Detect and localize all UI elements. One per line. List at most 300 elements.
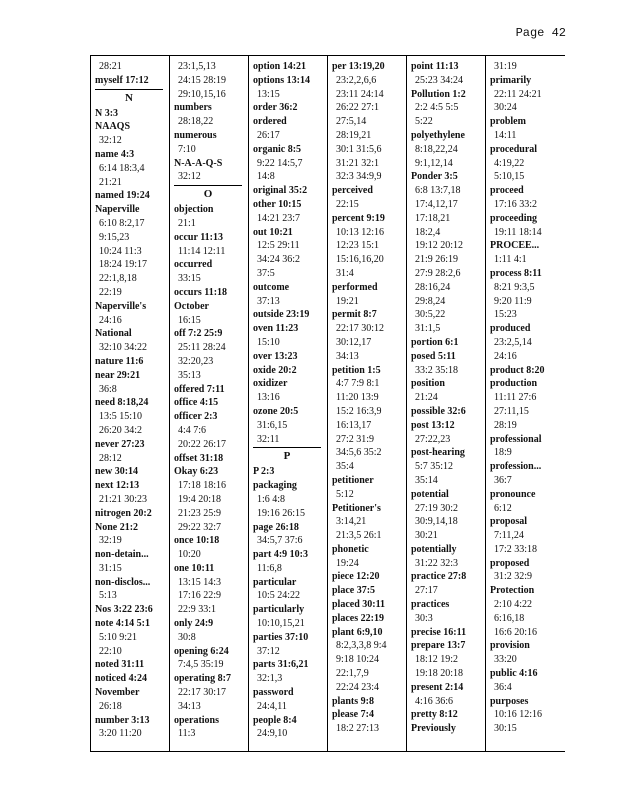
- index-entry: NAAQS: [95, 121, 131, 133]
- index-reference: 17:2 33:18: [494, 543, 538, 555]
- index-entry: noticed 4:24: [95, 673, 147, 685]
- index-reference: 19:24: [336, 557, 359, 569]
- index-reference: 35:4: [336, 461, 354, 473]
- index-column-4: [327, 56, 406, 751]
- index-reference: 5:12: [336, 488, 354, 500]
- index-entry: practice 27:8: [411, 571, 467, 583]
- index-entry: number 3:13: [95, 714, 150, 726]
- index-column-2: [169, 56, 248, 751]
- index-reference: 33:15: [178, 273, 201, 285]
- index-entry: N-A-A-Q-S: [174, 157, 223, 169]
- index-reference: 22:10: [99, 645, 122, 657]
- index-reference: 3:14,21: [336, 516, 367, 528]
- index-reference: 21:23 25:9: [178, 507, 222, 519]
- index-reference: 30:1 31:5,6: [336, 143, 382, 155]
- index-entry: point 11:13: [411, 61, 459, 72]
- index-entry: Pollution 1:2: [411, 88, 466, 100]
- index-entry: public 4:16: [490, 668, 538, 680]
- index-entry: November: [95, 687, 140, 699]
- index-column-5: [406, 56, 485, 751]
- index-reference: 31:22 32:3: [415, 557, 459, 569]
- index-reference: 22:17 30:17: [178, 687, 227, 699]
- index-entry: Naperville: [95, 204, 140, 216]
- index-reference: 28:16,24: [415, 281, 451, 293]
- index-reference: 22:19: [99, 286, 122, 298]
- index-reference: 19:18 20:18: [415, 668, 464, 680]
- index-entry: National: [95, 328, 132, 340]
- index-reference: 18:24 19:17: [99, 259, 148, 271]
- index-entry: offset 31:18: [174, 452, 224, 464]
- index-reference: 10:13 12:16: [336, 226, 385, 238]
- index-entry: primarily: [490, 74, 532, 86]
- index-reference: 23:2,2,6,6: [336, 74, 377, 86]
- index-reference: 19:16 26:15: [257, 507, 306, 519]
- index-entry: precise 16:11: [411, 626, 467, 638]
- index-entry: officer 2:3: [174, 411, 218, 423]
- index-entry: product 8:20: [490, 364, 545, 376]
- index-entry: opening 6:24: [174, 645, 229, 657]
- index-entry: part 4:9 10:3: [253, 549, 308, 561]
- index-entry: procedural: [490, 143, 538, 155]
- index-reference: 32:3 34:9,9: [336, 171, 382, 183]
- index-reference: 21:21: [99, 176, 122, 188]
- index-reference: 10:16 12:16: [494, 709, 543, 721]
- index-reference: 21:1: [178, 217, 196, 229]
- index-reference: 27:22,23: [415, 433, 451, 445]
- index-reference: 7:10: [178, 143, 196, 155]
- index-reference: 30:3: [415, 612, 433, 624]
- index-reference: 12:23 15:1: [336, 240, 380, 252]
- index-entry: occur 11:13: [174, 231, 223, 243]
- index-reference: 34:24 36:2: [257, 254, 301, 266]
- index-entry: organic 8:5: [253, 143, 302, 155]
- index-reference: 9:22 14:5,7: [257, 157, 303, 169]
- index-entry: packaging: [253, 480, 297, 492]
- index-reference: 17:4,12,17: [415, 198, 458, 210]
- index-column-1: [90, 56, 169, 751]
- index-entry: practices: [411, 599, 450, 611]
- index-entry: oven 11:23: [253, 323, 299, 335]
- index-reference: 10:20: [178, 549, 201, 561]
- index-entry: piece 12:20: [332, 571, 380, 583]
- index-entry: present 2:14: [411, 681, 464, 693]
- index-entry: percent 9:19: [332, 212, 385, 224]
- index-reference: 4:16 36:6: [415, 695, 454, 707]
- index-entry: ozone 20:5: [253, 405, 299, 417]
- index-entry: polyethylene: [411, 129, 465, 141]
- index-reference: 11:6,8: [257, 562, 282, 574]
- index-reference: 15:16,16,20: [336, 254, 384, 266]
- index-entry: nature 11:6: [95, 355, 144, 367]
- index-reference: 1:11 4:1: [494, 254, 527, 266]
- index-reference: 6:14 18:3,4: [99, 162, 145, 174]
- index-reference: 32:12: [178, 171, 201, 183]
- index-reference: 26:18: [99, 700, 122, 712]
- index-entry: purposes: [490, 695, 529, 707]
- index-entry: non-disclos...: [95, 576, 151, 588]
- index-entry: page 26:18: [253, 521, 299, 533]
- index-reference: 25:11 28:24: [178, 342, 226, 354]
- index-entry: professional: [490, 433, 542, 445]
- index-reference: 27:17: [415, 585, 438, 597]
- index-reference: 34:13: [178, 700, 201, 712]
- index-entry: petitioner: [332, 474, 374, 486]
- index-entry: objection: [174, 204, 214, 216]
- index-entry: operations: [174, 714, 219, 726]
- index-reference: 21:9 26:19: [415, 254, 459, 266]
- index-entry: Nos 3:22 23:6: [95, 604, 153, 616]
- index-reference: 28:19: [494, 419, 517, 431]
- index-reference: 15:10: [257, 336, 280, 348]
- index-entry: noted 31:11: [95, 659, 145, 671]
- index-reference: 31:4: [336, 267, 354, 279]
- index-reference: 11:20 13:9: [336, 392, 379, 404]
- index-entry: perceived: [332, 185, 373, 197]
- index-reference: 3:20 11:20: [99, 728, 142, 740]
- index-reference: 23:11 24:14: [336, 88, 384, 100]
- index-reference: 7:4,5 35:19: [178, 659, 224, 671]
- index-reference: 14:8: [257, 171, 275, 183]
- index-reference: 28:18,22: [178, 116, 214, 128]
- index-entry: permit 8:7: [332, 309, 377, 321]
- index-entry: proposal: [490, 516, 528, 528]
- index-entry: order 36:2: [253, 102, 298, 114]
- index-reference: 22:17 30:12: [336, 323, 385, 335]
- index-entry: proceed: [490, 185, 524, 197]
- index-reference: 18:2,4: [415, 226, 441, 238]
- index-reference: 34:5,6 35:2: [336, 447, 382, 459]
- index-entry: Okay 6:23: [174, 466, 219, 478]
- index-reference: 12:5 29:11: [257, 240, 300, 252]
- index-entry: profession...: [490, 461, 542, 473]
- index-entry: potentially: [411, 543, 457, 555]
- index-reference: 37:13: [257, 295, 280, 307]
- index-reference: 5:10,15: [494, 171, 525, 183]
- index-entry: oxide 20:2: [253, 364, 297, 376]
- index-entry: phonetic: [332, 543, 369, 555]
- index-reference: 15:2 16:3,9: [336, 405, 382, 417]
- index-reference: 1:6 4:8: [257, 493, 286, 505]
- index-entry: Naperville's: [95, 300, 147, 312]
- page-number: Page 42: [515, 26, 566, 40]
- index-entry: placed 30:11: [332, 599, 386, 611]
- index-reference: 31:6,15: [257, 419, 288, 431]
- index-entry: PROCEE...: [490, 240, 540, 252]
- index-entry: October: [174, 300, 209, 312]
- index-reference: 29:10,15,16: [178, 88, 226, 100]
- section-letter: O: [174, 185, 242, 201]
- index-reference: 28:19,21: [336, 129, 372, 141]
- index-reference: 11:14 12:11: [178, 245, 226, 257]
- index-reference: 13:16: [257, 392, 280, 404]
- index-entry: offered 7:11: [174, 383, 225, 395]
- index-reference: 13:15: [257, 88, 280, 100]
- index-entry: particularly: [253, 604, 305, 616]
- index-entry: post-hearing: [411, 447, 465, 459]
- index-entry: problem: [490, 116, 526, 128]
- index-reference: 28:12: [99, 452, 122, 464]
- index-reference: 24:4,11: [257, 700, 287, 712]
- index-reference: 17:18 18:16: [178, 480, 227, 492]
- index-entry: need 8:18,24: [95, 397, 149, 409]
- index-reference: 23:2,5,14: [494, 336, 532, 348]
- index-reference: 10:5 24:22: [257, 590, 301, 602]
- index-entry: name 4:3: [95, 148, 135, 160]
- index-reference: 35:14: [415, 474, 438, 486]
- index-reference: 17:16 22:9: [178, 590, 222, 602]
- index-reference: 31:19: [494, 61, 517, 72]
- index-entry: note 4:14 5:1: [95, 618, 150, 630]
- index-reference: 34:5,7 37:6: [257, 535, 303, 547]
- index-reference: 22:11 24:21: [494, 88, 542, 100]
- index-entry: possible 32:6: [411, 405, 466, 417]
- index-reference: 14:21 23:7: [257, 212, 301, 224]
- index-reference: 32:1,3: [257, 673, 283, 685]
- index-entry: plant 6:9,10: [332, 626, 383, 638]
- index-entry: ordered: [253, 116, 287, 128]
- index-reference: 22:1,8,18: [99, 273, 137, 285]
- index-entry: pronounce: [490, 488, 536, 500]
- index-reference: 25:23 34:24: [415, 74, 464, 86]
- index-entry: Previously: [411, 723, 456, 735]
- index-reference: 5:10 9:21: [99, 631, 138, 643]
- index-entry: outcome: [253, 281, 290, 293]
- index-entry: plants 9:8: [332, 695, 374, 707]
- index-entry: N 3:3: [95, 107, 119, 119]
- index-reference: 31:2 32:9: [494, 571, 533, 583]
- index-reference: 5:7 35:12: [415, 461, 454, 473]
- index-entry: password: [253, 687, 294, 699]
- index-reference: 6:12: [494, 502, 512, 514]
- index-reference: 2:10 4:22: [494, 599, 533, 611]
- index-reference: 37:5: [257, 267, 275, 279]
- index-reference: 34:13: [336, 350, 359, 362]
- index-column-3: [248, 56, 327, 751]
- index-entry: parties 37:10: [253, 631, 309, 643]
- index-reference: 16:13,17: [336, 419, 372, 431]
- index-reference: 35:13: [178, 369, 201, 381]
- word-index-table: [90, 55, 565, 752]
- index-reference: 18:12 19:2: [415, 654, 459, 666]
- index-entry: please 7:4: [332, 709, 374, 721]
- index-entry: occurs 11:18: [174, 286, 228, 298]
- index-entry: near 29:21: [95, 369, 141, 381]
- index-reference: 24:15 28:19: [178, 74, 227, 86]
- index-entry: places 22:19: [332, 612, 384, 624]
- index-entry: particular: [253, 576, 297, 588]
- index-reference: 8:2,3,3,8 9:4: [336, 640, 387, 652]
- index-entry: outside 23:19: [253, 309, 310, 321]
- index-entry: named 19:24: [95, 190, 150, 202]
- index-reference: 9:18 10:24: [336, 654, 380, 666]
- index-entry: performed: [332, 281, 378, 293]
- index-reference: 21:24: [415, 392, 438, 404]
- index-reference: 11:3: [178, 728, 196, 740]
- index-reference: 28:21: [99, 61, 122, 72]
- index-reference: 22:15: [336, 198, 359, 210]
- index-entry: parts 31:6,21: [253, 659, 309, 671]
- index-reference: 6:16,18: [494, 612, 525, 624]
- index-reference: 31:1,5: [415, 323, 441, 335]
- index-entry: options 13:14: [253, 74, 310, 86]
- index-reference: 2:2 4:5 5:5: [415, 102, 459, 114]
- index-reference: 23:1,5,13: [178, 61, 216, 72]
- index-entry: post 13:12: [411, 419, 455, 431]
- index-reference: 19:12 20:12: [415, 240, 464, 252]
- index-reference: 24:16: [99, 314, 122, 326]
- index-entry: pretty 8:12: [411, 709, 458, 721]
- index-entry: Ponder 3:5: [411, 171, 458, 183]
- index-reference: 13:5 15:10: [99, 411, 143, 423]
- index-entry: office 4:15: [174, 397, 219, 409]
- index-reference: 32:19: [99, 535, 122, 547]
- index-reference: 32:11: [257, 433, 280, 445]
- index-entry: provision: [490, 640, 530, 652]
- index-entry: place 37:5: [332, 585, 376, 597]
- section-letter: P: [253, 447, 321, 463]
- index-reference: 36:8: [99, 383, 117, 395]
- index-entry: Petitioner's: [332, 502, 381, 514]
- index-reference: 18:9: [494, 447, 512, 459]
- index-reference: 26:22 27:1: [336, 102, 380, 114]
- index-reference: 32:10 34:22: [99, 342, 148, 354]
- index-reference: 30:5,22: [415, 309, 446, 321]
- index-reference: 32:20,23: [178, 355, 214, 367]
- index-reference: 17:18,21: [415, 212, 451, 224]
- index-reference: 29:22 32:7: [178, 521, 222, 533]
- index-reference: 10:24 11:3: [99, 245, 142, 257]
- index-entry: petition 1:5: [332, 364, 381, 376]
- index-reference: 27:2 31:9: [336, 433, 375, 445]
- index-reference: 33:20: [494, 654, 517, 666]
- index-entry: non-detain...: [95, 549, 149, 561]
- index-reference: 8:21 9:3,5: [494, 281, 535, 293]
- index-reference: 9:15,23: [99, 231, 130, 243]
- index-reference: 19:11 18:14: [494, 226, 542, 238]
- index-reference: 20:22 26:17: [178, 438, 227, 450]
- index-reference: 36:7: [494, 474, 512, 486]
- index-reference: 24:16: [494, 350, 517, 362]
- index-reference: 30:24: [494, 102, 517, 114]
- index-reference: 14:11: [494, 129, 517, 141]
- index-reference: 19:4 20:18: [178, 493, 222, 505]
- index-reference: 11:11 27:6: [494, 392, 537, 404]
- index-reference: 4:7 7:9 8:1: [336, 378, 380, 390]
- index-entry: posed 5:11: [411, 350, 456, 362]
- index-reference: 6:10 8:2,17: [99, 217, 145, 229]
- section-letter: N: [95, 89, 163, 105]
- index-reference: 22:24 23:4: [336, 681, 380, 693]
- index-reference: 22:9 33:1: [178, 604, 217, 616]
- index-entry: myself 17:12: [95, 74, 149, 86]
- index-entry: proposed: [490, 557, 530, 569]
- index-reference: 16:15: [178, 314, 201, 326]
- index-entry: off 7:2 25:9: [174, 328, 223, 340]
- index-entry: oxidizer: [253, 378, 288, 390]
- index-reference: 19:21: [336, 295, 359, 307]
- index-entry: None 21:2: [95, 521, 139, 533]
- index-reference: 10:10,15,21: [257, 618, 305, 630]
- index-reference: 27:11,15: [494, 405, 529, 417]
- index-reference: 18:2 27:13: [336, 723, 380, 735]
- index-reference: 24:9,10: [257, 728, 288, 740]
- index-reference: 8:18,22,24: [415, 143, 458, 155]
- index-entry: position: [411, 378, 445, 390]
- index-entry: Protection: [490, 585, 535, 597]
- index-entry: proceeding: [490, 212, 538, 224]
- index-entry: next 12:13: [95, 480, 140, 492]
- index-entry: P 2:3: [253, 466, 275, 478]
- index-entry: original 35:2: [253, 185, 308, 197]
- index-entry: numerous: [174, 129, 217, 141]
- index-reference: 27:9 28:2,6: [415, 267, 461, 279]
- index-reference: 22:1,7,9: [336, 668, 369, 680]
- index-reference: 21:3,5 26:1: [336, 530, 382, 542]
- index-entry: per 13:19,20: [332, 61, 385, 72]
- index-reference: 5:22: [415, 116, 433, 128]
- index-entry: once 10:18: [174, 535, 220, 547]
- index-entry: over 13:23: [253, 350, 298, 362]
- index-reference: 7:11,24: [494, 530, 524, 542]
- index-reference: 30:15: [494, 723, 517, 735]
- index-entry: option 14:21: [253, 61, 307, 72]
- index-reference: 37:12: [257, 645, 280, 657]
- index-entry: production: [490, 378, 538, 390]
- index-reference: 27:19 30:2: [415, 502, 459, 514]
- index-entry: potential: [411, 488, 449, 500]
- index-reference: 9:20 11:9: [494, 295, 532, 307]
- index-entry: out 10:21: [253, 226, 293, 238]
- index-entry: operating 8:7: [174, 673, 231, 685]
- index-reference: 30:12,17: [336, 336, 372, 348]
- index-entry: one 10:11: [174, 562, 215, 574]
- index-entry: people 8:4: [253, 714, 297, 726]
- index-reference: 32:12: [99, 135, 122, 147]
- index-reference: 26:20 34:2: [99, 424, 143, 436]
- index-entry: occurred: [174, 259, 213, 271]
- index-reference: 21:21 30:23: [99, 493, 148, 505]
- index-reference: 30:21: [415, 530, 438, 542]
- index-reference: 16:6 20:16: [494, 626, 538, 638]
- index-reference: 13:15 14:3: [178, 576, 222, 588]
- index-entry: numbers: [174, 102, 212, 114]
- index-reference: 27:5,14: [336, 116, 367, 128]
- index-entry: only 24:9: [174, 618, 214, 630]
- index-reference: 17:16 33:2: [494, 198, 538, 210]
- index-reference: 30:8: [178, 631, 196, 643]
- index-reference: 29:8,24: [415, 295, 446, 307]
- index-entry: never 27:23: [95, 438, 145, 450]
- index-reference: 33:2 35:18: [415, 364, 459, 376]
- index-reference: 9:1,12,14: [415, 157, 453, 169]
- index-reference: 31:21 32:1: [336, 157, 380, 169]
- index-reference: 6:8 13:7,18: [415, 185, 461, 197]
- index-entry: portion 6:1: [411, 336, 459, 348]
- index-reference: 15:23: [494, 309, 517, 321]
- index-entry: produced: [490, 323, 531, 335]
- index-entry: process 8:11: [490, 267, 542, 279]
- index-reference: 26:17: [257, 129, 280, 141]
- index-reference: 4:4 7:6: [178, 424, 207, 436]
- index-entry: nitrogen 20:2: [95, 507, 152, 519]
- index-entry: other 10:15: [253, 198, 302, 210]
- index-column-6: [485, 56, 564, 751]
- index-entry: prepare 13:7: [411, 640, 466, 652]
- index-reference: 31:15: [99, 562, 122, 574]
- index-entry: new 30:14: [95, 466, 139, 478]
- index-reference: 30:9,14,18: [415, 516, 458, 528]
- index-reference: 5:13: [99, 590, 117, 602]
